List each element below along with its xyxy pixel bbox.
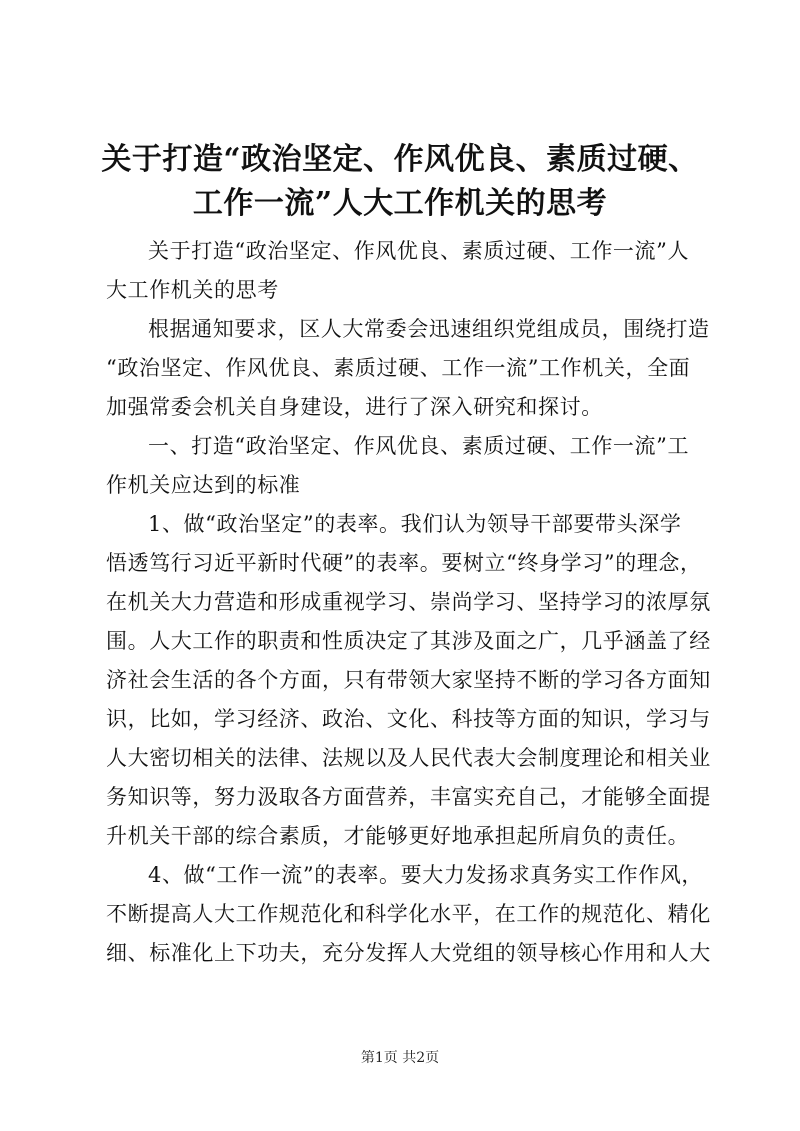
body-line: 升机关干部的综合素质，才能够更好地承担起所肩负的责任。	[106, 824, 690, 848]
body-line: “政治坚定、作风优良、素质过硬、工作一流”工作机关，全面	[106, 356, 691, 380]
body-line: 识，比如，学习经济、政治、文化、科技等方面的知识，学习与	[106, 707, 711, 731]
body-line: 务知识等，努力汲取各方面营养，丰富实充自己，才能够全面提	[106, 785, 711, 809]
body-line: 加强常委会机关自身建设，进行了深入研究和探讨。	[106, 395, 603, 419]
document-body	[106, 232, 711, 973]
body-line: 人大密切相关的法律、法规以及人民代表大会制度理论和相关业	[106, 746, 711, 770]
title-line: 工作一流”人大工作机关的思考	[192, 186, 608, 221]
title-line: 关于打造“政治坚定、作风优良、素质过硬、	[101, 142, 699, 177]
body-line: 细、标准化上下功夫，充分发挥人大党组的领导核心作用和人大	[106, 941, 711, 965]
document-title	[90, 138, 710, 226]
body-line: 大工作机关的思考	[106, 278, 279, 302]
body-line: 济社会生活的各个方面，只有带领大家坚持不断的学习各方面知	[106, 668, 711, 692]
body-line: 关于打造“政治坚定、作风优良、素质过硬、工作一流”人	[148, 239, 690, 263]
body-line: 4、做“工作一流”的表率。要大力发扬求真务实工作作风，	[148, 863, 704, 887]
body-line: 围。人大工作的职责和性质决定了其涉及面之广，几乎涵盖了经	[106, 629, 711, 653]
body-line: 不断提高人大工作规范化和科学化水平，在工作的规范化、精化	[106, 902, 711, 926]
body-line: 1、做“政治坚定”的表率。我们认为领导干部要带头深学	[148, 512, 682, 536]
body-line: 一、打造“政治坚定、作风优良、素质过硬、工作一流”工	[148, 434, 690, 458]
body-line: 悟透笃行习近平新时代硬”的表率。要树立“终身学习”的理念，	[106, 551, 702, 575]
body-line: 作机关应达到的标准	[106, 473, 301, 497]
page-number-footer: 第1页 共2页	[360, 1050, 440, 1066]
body-line: 根据通知要求，区人大常委会迅速组织党组成员，围绕打造	[148, 317, 710, 341]
body-line: 在机关大力营造和形成重视学习、崇尚学习、坚持学习的浓厚氛	[106, 590, 711, 614]
